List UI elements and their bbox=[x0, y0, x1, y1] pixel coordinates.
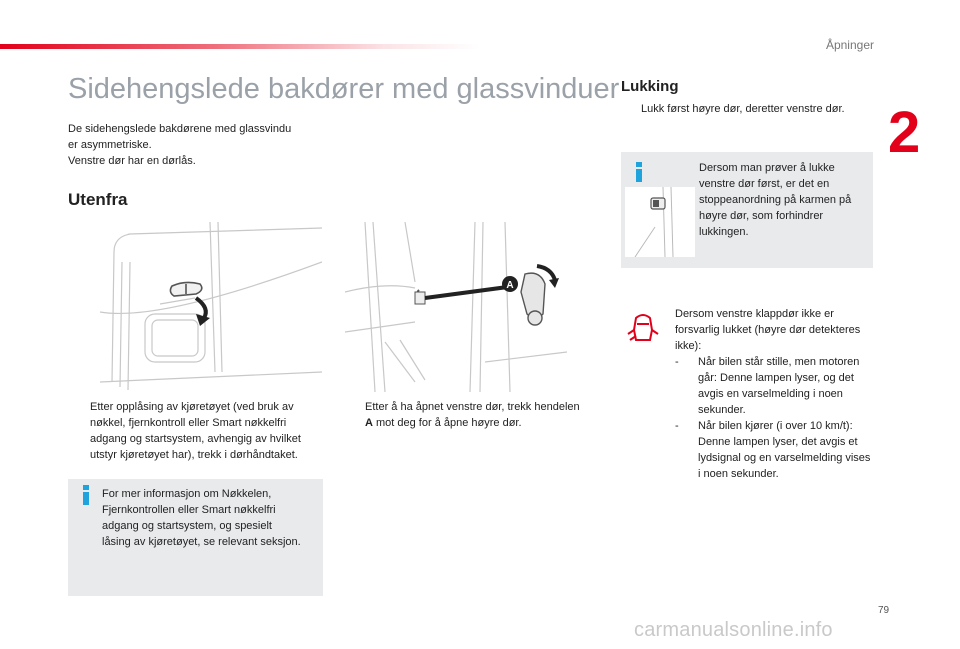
heading-utenfra: Utenfra bbox=[68, 190, 128, 209]
info-icon bbox=[634, 162, 644, 182]
bullet-text: Lukk først høyre dør, deretter venstre dør. bbox=[641, 103, 845, 115]
stopper-illustration bbox=[625, 187, 695, 257]
chapter-number: 2 bbox=[888, 100, 921, 165]
info-text: For mer informasjon om Nøkkelen, Fjernkontrollen eller Smart nøkkelfri adgang og startsystem, og spesielt låsing av kjøretøyet, se relevant seksjon. bbox=[102, 488, 301, 548]
warning-item-text: Når bilen kjører (i over 10 km/t): Denne lampen lyser, det avgis et lydsignal og en varselmelding vises i noen sekunder. bbox=[698, 420, 871, 480]
bullet-text: Etter opplåsing av kjøretøyet (ved bruk av nøkkel, fjernkontroll eller Smart nøkkelfri adgang og startsystem, avhengig av hvilket utstyr kjøretøyet har), trekk i dørhåndtaket. bbox=[90, 401, 301, 461]
bullet-text-bold: A bbox=[365, 417, 373, 429]
info-icon bbox=[81, 485, 91, 505]
warning-list-item bbox=[675, 354, 875, 418]
intro-text bbox=[68, 121, 338, 169]
door-handle-illustration bbox=[100, 222, 322, 392]
heading-lukking: Lukking bbox=[621, 78, 679, 95]
bullet-utenfra-2 bbox=[345, 399, 590, 431]
intro-line: De sidehengslede bakdørene med glassvindu bbox=[68, 123, 292, 135]
list-dash: - bbox=[675, 420, 679, 432]
section-name: Åpninger bbox=[825, 38, 874, 52]
bullet-lukking bbox=[621, 101, 881, 117]
warning-intro: Dersom venstre klappdør ikke er forsvarlig lukket (høyre dør detekteres ikke): bbox=[675, 308, 861, 352]
warning-list-item bbox=[675, 418, 875, 482]
info-text: Dersom man prøver å lukke venstre dør først, er det en stoppeanordning på karmen på høyre dør, som forhindrer lukkingen. bbox=[699, 162, 852, 238]
bullet-text-part: mot deg for å åpne høyre dør. bbox=[372, 417, 522, 429]
bullet-text-part: Etter å ha åpnet venstre dør, trekk hendelen bbox=[365, 401, 580, 413]
callout-a-label: A bbox=[506, 280, 514, 291]
intro-line: er asymmetriske. bbox=[68, 139, 152, 151]
door-open-warning-icon bbox=[626, 310, 660, 344]
bullet-text bbox=[345, 399, 590, 431]
warning-item-text: Når bilen står stille, men motoren går: Denne lampen lyser, og det avgis en varselmelding i noen sekunder. bbox=[698, 356, 860, 416]
page-number: 79 bbox=[878, 605, 890, 616]
footer-watermark: carmanualsonline.info bbox=[634, 619, 833, 641]
info-box-key bbox=[68, 479, 323, 596]
list-dash: - bbox=[675, 356, 679, 368]
page-title: Sidehengslede bakdører med glassvinduer bbox=[68, 73, 620, 105]
bullet-utenfra-1 bbox=[68, 399, 323, 463]
info-box-closing bbox=[621, 152, 873, 268]
header-accent-bar bbox=[0, 44, 480, 49]
intro-line: Venstre dør har en dørlås. bbox=[68, 155, 196, 167]
lever-a-illustration bbox=[345, 222, 567, 392]
warning-list bbox=[675, 354, 875, 482]
